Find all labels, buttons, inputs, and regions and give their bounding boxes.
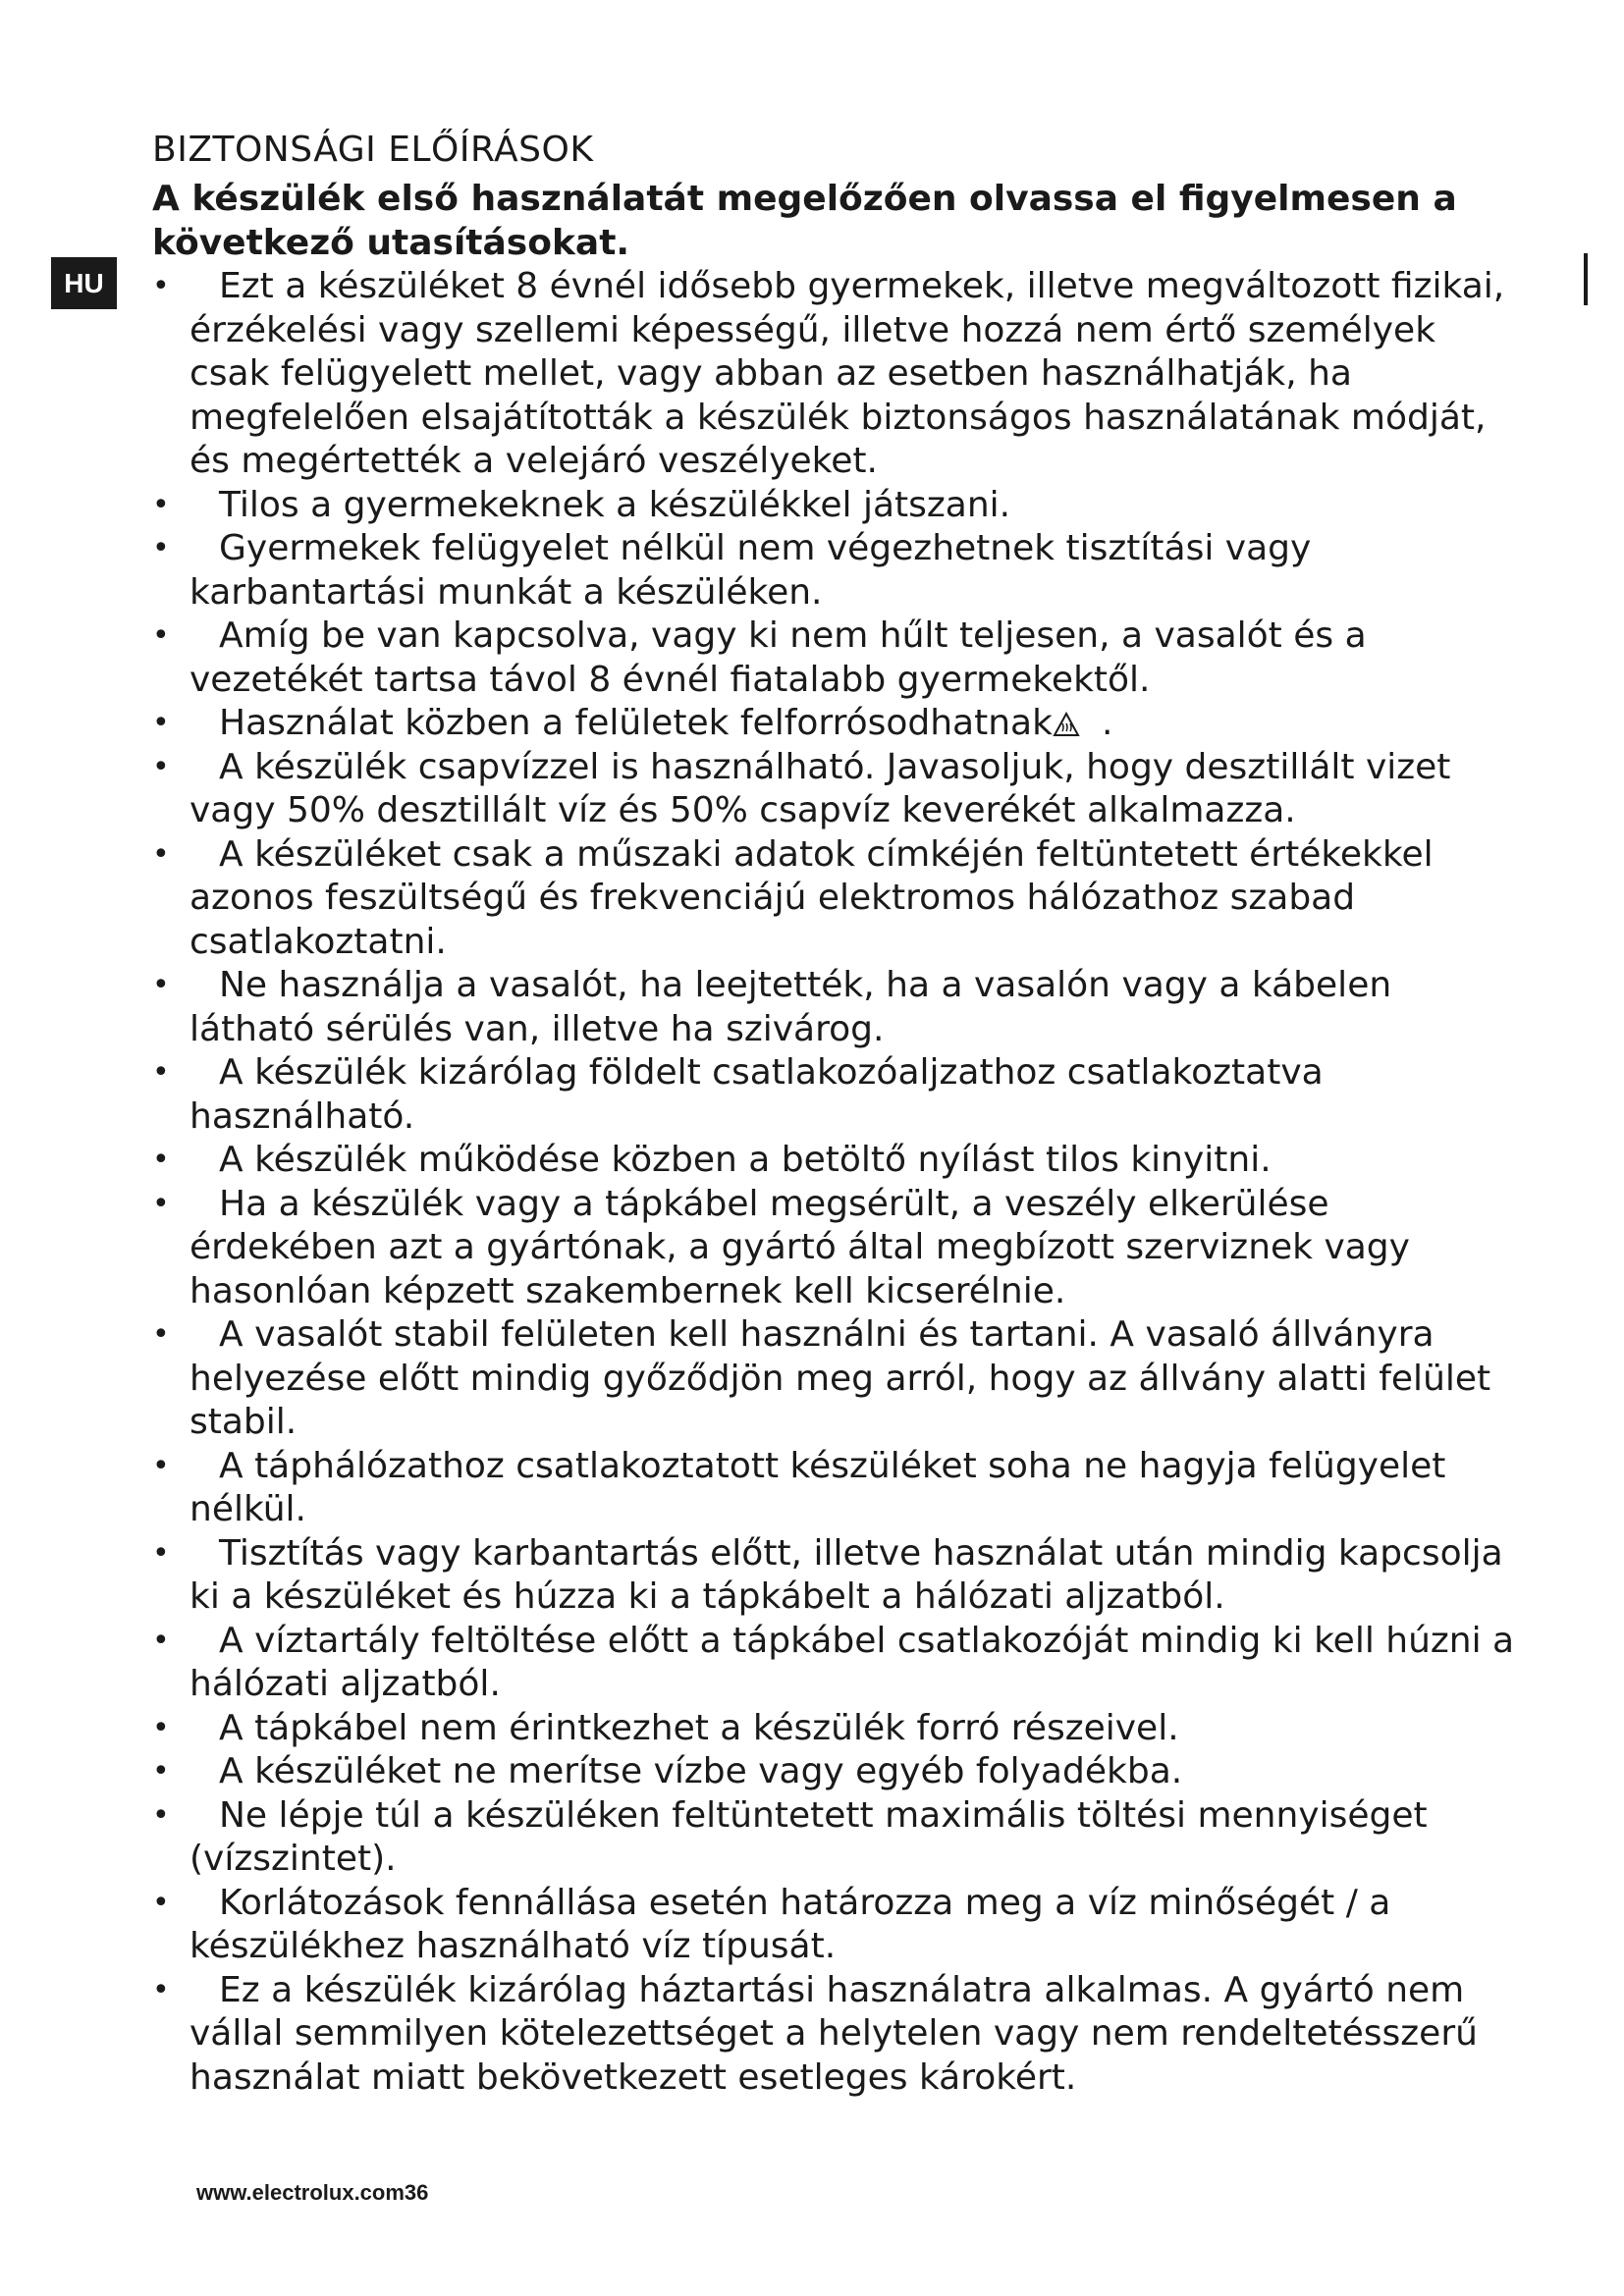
bullet: • <box>152 1535 170 1571</box>
list-item <box>152 1707 1517 1751</box>
bullet: • <box>152 1885 170 1920</box>
rule-text: A készüléket csak a műszaki adatok címkéjén feltüntetett értékekkel azonos feszültségű és frekvenciájú elektromos hálózathoz szabad csatlakoztatni. <box>189 833 1434 962</box>
rule-text: A tápkábel nem érintkezhet a készülék forró részeivel. <box>219 1707 1179 1748</box>
hot-surface-suffix: . <box>1101 703 1113 743</box>
list-item <box>152 702 1517 746</box>
bullet: • <box>152 1754 170 1789</box>
rule-text: Ha a készülék vagy a tápkábel megsérült, a veszély elkerülése érdekében azt a gyártónak, a gyártó által megbízott szerviznek vagy hasonlóan képzett szakembernek kell kicserélnie. <box>189 1183 1410 1311</box>
bullet: • <box>152 1055 170 1090</box>
rule-text: Ez a készülék kizárólag háztartási használatra alkalmas. A gyártó nem vállal semmilyen kötelezettséget a helytelen vagy nem rendeltetésszerű használat miatt bekövetkezett esetleges károkért. <box>189 1969 1478 2098</box>
list-item <box>152 265 1517 484</box>
rule-text: Ezt a készüléket 8 évnél idősebb gyermekek, illetve megváltozott fizikai, érzékelési vagy szellemi képességű, illetve hozzá nem értő személyek csak felügyelett mellet, vagy abban az esetben használhatják, ha megfelelően elsajátították a készülék biztonságos használatának módját, és megértették a velejáró veszélyeket. <box>189 266 1505 481</box>
list-item <box>152 1750 1517 1794</box>
bullet: • <box>152 1448 170 1483</box>
bullet: • <box>152 1143 170 1177</box>
rule-text: A készülék csapvízzel is használható. Javasoljuk, hogy desztillált vizet vagy 50% desztillált víz és 50% csapvíz keverékét alkalmazza. <box>189 746 1451 830</box>
list-item <box>152 1620 1517 1707</box>
bullet: • <box>152 487 170 522</box>
bullet: • <box>152 269 170 303</box>
list-item <box>152 1139 1517 1183</box>
list-item <box>152 484 1517 528</box>
list-item <box>152 1882 1517 1969</box>
list-item <box>152 1445 1517 1532</box>
rule-text: A vasalót stabil felületen kell használni és tartani. A vasaló állványra helyezése előtt mindig győződjön meg arról, hogy az állvány alatti felület stabil. <box>189 1314 1491 1442</box>
rule-text: Tisztítás vagy karbantartás előtt, illetve használat után mindig kapcsolja ki a készüléket és húzza ki a tápkábelt a hálózati aljzatból. <box>189 1532 1503 1617</box>
bullet: • <box>152 1710 170 1745</box>
bullet: • <box>152 1186 170 1221</box>
rule-text: A készülék működése közben a betöltő nyílást tilos kinyitni. <box>219 1140 1272 1180</box>
language-tab: HU <box>51 257 117 309</box>
bullet: • <box>152 1972 170 2007</box>
list-item <box>152 1969 1517 2101</box>
rule-text: A táphálózathoz csatlakoztatott készüléket soha ne hagyja felügyelet nélkül. <box>189 1445 1446 1529</box>
list-item <box>152 833 1517 965</box>
footer-website-page-number[interactable]: www.electrolux.com36 <box>196 2180 429 2205</box>
bullet: • <box>152 1317 170 1352</box>
bullet: • <box>152 1797 170 1833</box>
page-edge-mark <box>1584 253 1588 305</box>
intro-text: A készülék első használatát megelőzően olvassa el figyelmesen a következő utasításokat. <box>152 179 1457 263</box>
list-item <box>152 1794 1517 1882</box>
section-title: BIZTONSÁGI ELŐÍRÁSOK <box>152 130 594 170</box>
bullet: • <box>152 531 170 565</box>
safety-rules-list <box>152 265 1517 2100</box>
rule-text: A víztartály feltöltése előtt a tápkábel csatlakozóját mindig ki kell húzni a hálózati aljzatból. <box>189 1620 1515 1704</box>
rule-text: Amíg be van kapcsolva, vagy ki nem hűlt teljesen, a vasalót és a vezetékét tartsa távol 8 évnél fiatalabb gyermekektől. <box>189 615 1367 700</box>
rule-text: A készülék kizárólag földelt csatlakozóaljzathoz csatlakoztatva használható. <box>189 1052 1324 1137</box>
list-item <box>152 964 1517 1051</box>
list-item <box>152 1051 1517 1139</box>
rule-text: Ne lépje túl a készüléken feltüntetett maximális töltési mennyiséget (vízszintet). <box>189 1794 1428 1879</box>
bullet: • <box>152 706 170 740</box>
rule-text: Gyermekek felügyelet nélkül nem végezhetnek tisztítási vagy karbantartási munkát a készüléken. <box>189 528 1312 613</box>
bullet: • <box>152 618 170 653</box>
bullet: • <box>152 836 170 872</box>
list-item <box>152 1532 1517 1620</box>
list-item <box>152 746 1517 833</box>
bullet: • <box>152 1623 170 1658</box>
bullet: • <box>152 968 170 1002</box>
page-content <box>152 126 1517 2100</box>
rule-text: A készüléket ne merítse vízbe vagy egyéb folyadékba. <box>219 1751 1183 1791</box>
rule-text: Használat közben a felületek felforrósodhatnak <box>219 703 1053 743</box>
rule-text: Tilos a gyermekeknek a készülékkel játszani. <box>219 484 1011 525</box>
list-item <box>152 1183 1517 1314</box>
list-item <box>152 1313 1517 1445</box>
list-item <box>152 614 1517 702</box>
hot-surface-warning-icon <box>1053 705 1080 730</box>
rule-text: Korlátozások fennállása esetén határozza meg a víz minőségét / a készülékhez használható víz típusát. <box>189 1882 1391 1966</box>
rule-text: Ne használja a vasalót, ha leejtették, ha a vasalón vagy a kábelen látható sérülés van, illetve ha szivárog. <box>189 965 1392 1049</box>
bullet: • <box>152 749 170 784</box>
list-item <box>152 527 1517 614</box>
